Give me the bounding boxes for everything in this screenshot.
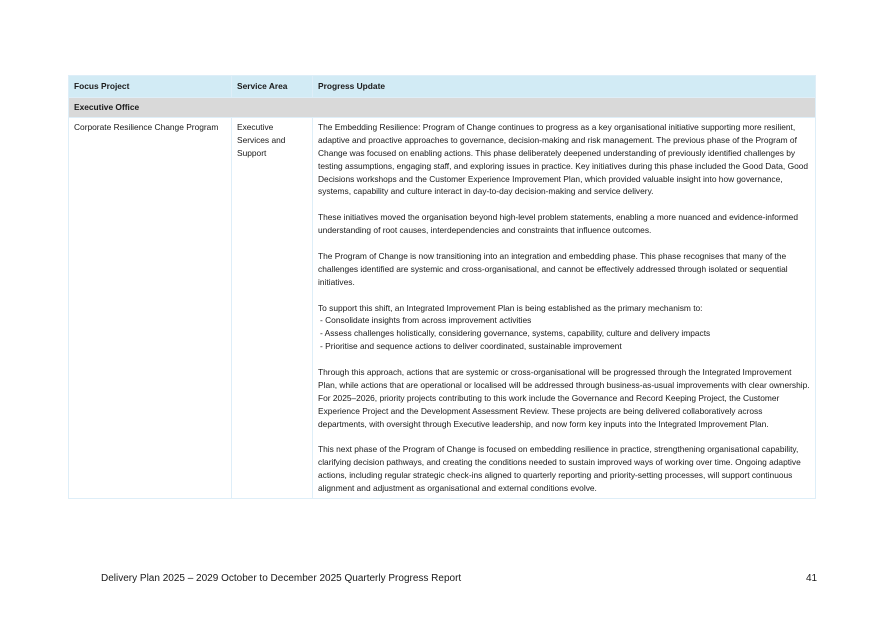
progress-table — [68, 75, 816, 499]
cell-service-area: Executive Services and Support — [232, 117, 313, 498]
cell-focus-project: Corporate Resilience Change Program — [69, 117, 232, 498]
table-header-row — [69, 76, 816, 98]
table-row — [69, 117, 816, 498]
bullet-item: - Assess challenges holistically, considering governance, systems, capability, culture and delivery impacts — [320, 328, 711, 339]
bullet-item: - Consolidate insights from across improvement activities — [320, 315, 532, 326]
cell-progress-update — [313, 117, 816, 498]
progress-paragraph: The Program of Change is now transitioning into an integration and embedding phase. This phase recognises that many of the challenges identified are systemic and cross-organisational, and cannot be effectively addressed through isolated or sequential initiatives. — [318, 250, 788, 287]
header-service-area: Service Area — [232, 76, 313, 98]
progress-paragraph: For 2025–2026, priority projects contributing to this work include the Governance and Record Keeping Project, the Customer Experience Project and the Development Assessment Review. These projects are being delivered collaboratively across departments, with oversight through Executive leadership, and now form key inputs into the Integrated Improvement Plan. — [318, 392, 780, 429]
header-progress-update: Progress Update — [313, 76, 816, 98]
bullet-item: - Prioritise and sequence actions to deliver coordinated, sustainable improvement — [320, 341, 622, 352]
footer-title: Delivery Plan 2025 – 2029 October to December 2025 Quarterly Progress Report — [101, 573, 462, 584]
page-number: 41 — [806, 573, 818, 584]
header-focus-project: Focus Project — [69, 76, 232, 98]
progress-paragraph: To support this shift, an Integrated Improvement Plan is being established as the primary mechanism to: — [318, 302, 703, 313]
progress-paragraph: This next phase of the Program of Change is focused on embedding resilience in practice, strengthening organisational capability, clarifying decision pathways, and creating the conditions needed to sustain improved ways of working over time. Ongoing adaptive actions, including regular strategic check-ins aligned to quarterly reporting and priority-setting processes, will support continuous alignment and adjustment as organisational and external conditions evolve. — [318, 444, 801, 494]
progress-paragraph: These initiatives moved the organisation beyond high-level problem statements, enabling a more nuanced and evidence-informed understanding of root causes, interdependencies and constraints that influence outcomes. — [318, 212, 798, 236]
progress-paragraph: The Embedding Resilience: Program of Change continues to progress as a key organisational initiative supporting more resilient, adaptive and proactive approaches to governance, decision-making and risk management. The previous phase of the Program of Change was focused on enabling actions. This phase deliberately deepened understanding of previously identified challenges by testing assumptions, engaging staff, and exploring issues in practice. Key initiatives during this phase included the Good Data, Good Decisions workshops and the Customer Experience Improvement Plan, which provided valuable insight into how governance, systems, capability and culture interact in day-to-day decision-making and service delivery. — [318, 121, 809, 197]
progress-paragraph: Through this approach, actions that are systemic or cross-organisational will be progressed through the Integrated Improvement Plan, while actions that are operational or localised will be addressed through business-as-usual improvements with clear ownership. — [318, 367, 810, 390]
section-row — [69, 98, 816, 118]
section-executive-office: Executive Office — [69, 98, 816, 118]
